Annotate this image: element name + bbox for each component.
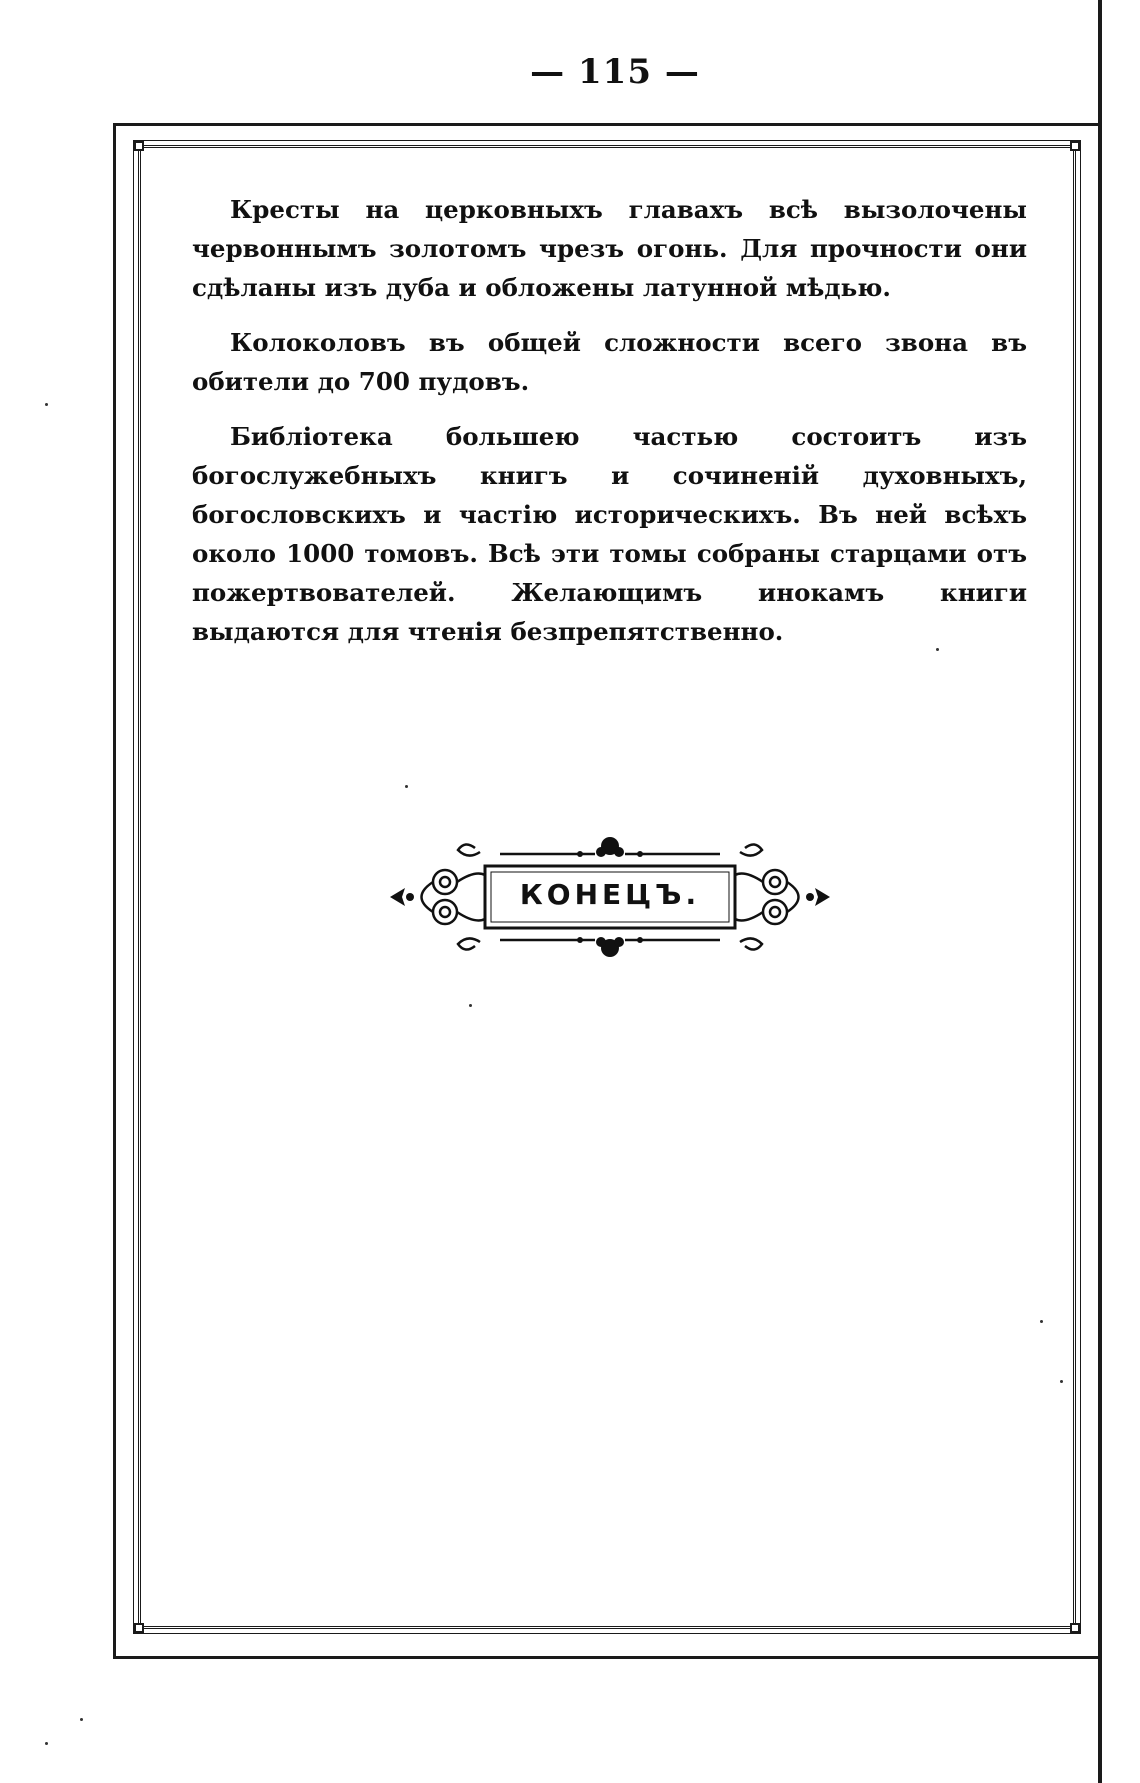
end-label: КОНЕЦЪ. (519, 878, 701, 911)
end-ornament (380, 830, 840, 965)
print-speck (469, 1004, 472, 1007)
print-speck (1040, 1320, 1043, 1323)
paragraph-library: Библіотека большею частью состоитъ изъ богослужебныхъ книгъ и сочиненій духовныхъ, богословскихъ и частію историческихъ. Въ ней всѣхъ около 1000 томовъ. Всѣ эти томы собраны старцами отъ пожертвователей. Желающимъ инокамъ книги выдаются для чтенія безпрепятственно. (192, 422, 1027, 646)
print-speck (45, 403, 48, 406)
paragraph-bells: Колоколовъ въ общей сложности всего звона въ обители до 700 пудовъ. (192, 328, 1027, 396)
print-speck (80, 1718, 83, 1721)
corner-ornament-bottom-right (1070, 1623, 1080, 1633)
print-speck (405, 785, 408, 788)
page-number: — 115 — (530, 52, 700, 92)
print-speck (45, 1742, 48, 1745)
corner-ornament-top-left (134, 141, 144, 151)
paragraph-crosses: Кресты на церковныхъ главахъ всѣ вызолочены червоннымъ золотомъ чрезъ огонь. Для прочности они сдѣланы изъ дуба и обложены латунной мѣдью. (192, 195, 1027, 302)
main-text (192, 190, 1027, 667)
corner-ornament-top-right (1070, 141, 1080, 151)
corner-ornament-bottom-left (134, 1623, 144, 1633)
print-speck (936, 648, 939, 651)
print-speck (1060, 1380, 1063, 1383)
